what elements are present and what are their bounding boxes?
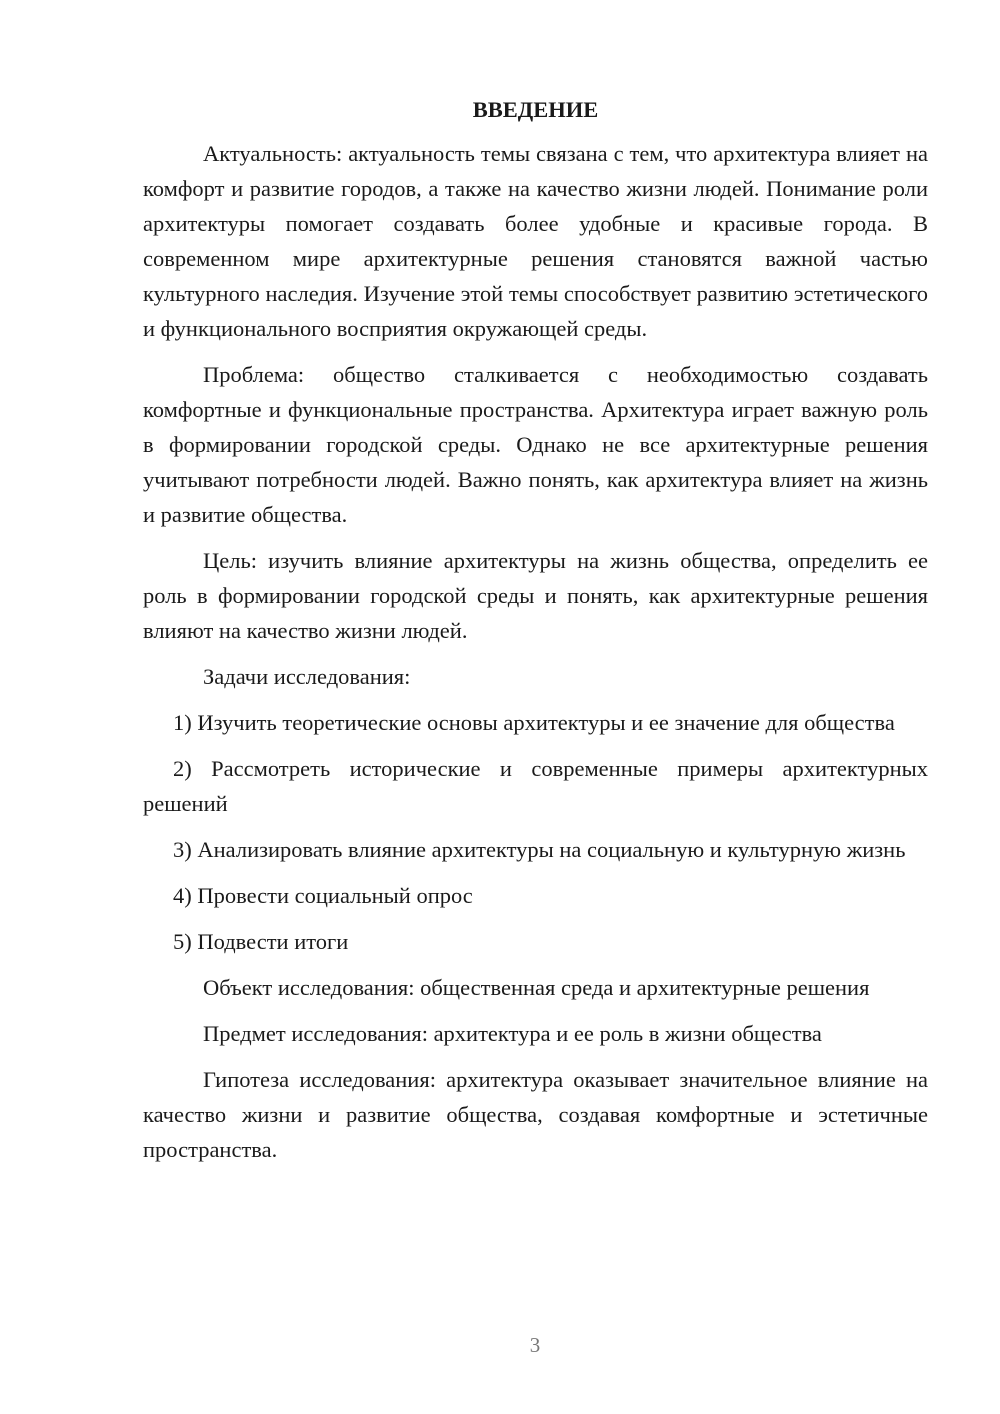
paragraph-hypothesis: Гипотеза исследования: архитектура оказывает значительное влияние на качество жизни и развитие общества, создавая комфортные и эстетичные пространства. [143, 1067, 928, 1162]
paragraph-problem: Проблема: общество сталкивается с необходимостью создавать комфортные и функциональные пространства. Архитектура играет важную роль в формировании городской среды. Однако не все архитектурные решения учитывают потребности людей. Важно понять, как архитектура влияет на жизнь и развитие общества. [143, 362, 928, 527]
tasks-title: Задачи исследования: [203, 664, 411, 689]
section-heading: ВВЕДЕНИЕ [472, 97, 599, 122]
page-number: 3 [529, 1333, 541, 1357]
paragraph-subject: Предмет исследования: архитектура и ее роль в жизни общества [203, 1021, 822, 1046]
task-item: 5) Подвести итоги [173, 929, 349, 954]
task-item: 3) Анализировать влияние архитектуры на социальную и культурную жизнь [173, 837, 906, 862]
document-page [143, 92, 928, 1178]
paragraph-goal: Цель: изучить влияние архитектуры на жизнь общества, определить ее роль в формировании городской среды и понять, как архитектурные решения влияют на качество жизни людей. [143, 548, 928, 643]
paragraph-object: Объект исследования: общественная среда и архитектурные решения [203, 975, 870, 1000]
task-item: 1) Изучить теоретические основы архитектуры и ее значение для общества [173, 710, 895, 735]
paragraph-relevance: Актуальность: актуальность темы связана с тем, что архитектура влияет на комфорт и развитие городов, а также на качество жизни людей. Понимание роли архитектуры помогает создавать более удобные и красивые города. В современном мире архитектурные решения становятся важной частью культурного наследия. Изучение этой темы способствует развитию эстетического и функционального восприятия окружающей среды. [143, 141, 928, 341]
task-item: 2) Рассмотреть исторические и современные примеры архитектурных решений [143, 756, 928, 816]
task-item: 4) Провести социальный опрос [173, 883, 473, 908]
